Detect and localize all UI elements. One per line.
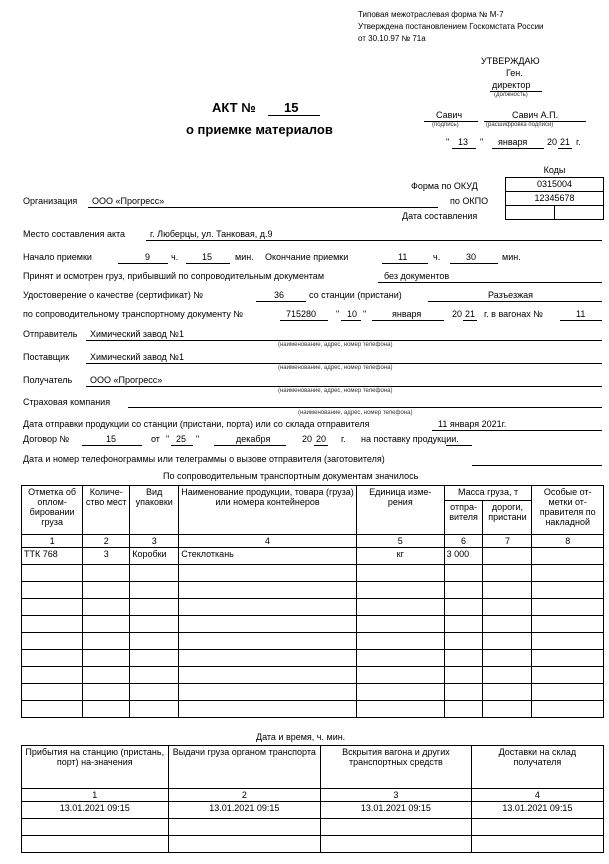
- transport-year-prefix: 20: [452, 309, 463, 319]
- wagons-label: г. в вагонах №: [484, 309, 543, 319]
- cell-unit: кг: [356, 548, 444, 565]
- col-num: 8: [532, 535, 604, 548]
- approval-month: января: [498, 137, 528, 147]
- act-subtitle: о приемке материалов: [186, 122, 333, 137]
- th-product: Наименование продукции, товара (груза) или номера контейнеров: [179, 486, 357, 535]
- date-cell-2: [555, 206, 604, 220]
- cell-product: Стеклоткань: [179, 548, 357, 565]
- table-row: [22, 819, 604, 836]
- hours-unit-2: ч.: [433, 252, 441, 262]
- cert-value: 36: [274, 290, 285, 300]
- sender-label: Отправитель: [23, 329, 78, 339]
- col-num: 3: [321, 789, 472, 802]
- okpo-value: 12345678: [506, 192, 604, 206]
- th-package: Вид упаковки: [130, 486, 179, 535]
- cargo-label: Принят и осмотрен груз, прибывший по сопроводительным документам: [23, 271, 325, 281]
- approval-year: 21: [560, 137, 571, 147]
- col-num: 2: [168, 789, 321, 802]
- th-mass-sender: отпра-вителя: [444, 501, 483, 535]
- cell-issue: 13.01.2021 09:15: [168, 802, 321, 819]
- form-type-line2: Утверждена постановлением Госкомстата России: [358, 22, 544, 31]
- cargo-table: [21, 485, 604, 718]
- transport-number: 715280: [286, 309, 317, 319]
- insurance-caption: (наименование, адрес, номер телефона): [298, 410, 413, 416]
- table1-num-row: [22, 535, 604, 548]
- telegram-label: Дата и номер телефонограммы или телеграммы о вызове отправителя (заготовителя): [23, 454, 385, 464]
- table-row: [22, 802, 604, 819]
- start-minutes: 15: [202, 252, 213, 262]
- transport-day: 10: [347, 309, 358, 319]
- supplier-caption: (наименование, адрес, номер телефона): [278, 365, 393, 371]
- contract-year: 20: [316, 434, 327, 444]
- sender-value: Химический завод №1: [90, 329, 184, 339]
- okud-label: Форма по ОКУД: [411, 181, 478, 191]
- min-unit-2: мин.: [502, 252, 521, 262]
- start-label: Начало приемки: [23, 252, 92, 262]
- table-row: [22, 599, 604, 616]
- table-row: [22, 565, 604, 582]
- cell-mass-sender: 3 000: [444, 548, 483, 565]
- transport-year: 21: [465, 309, 476, 319]
- th-opening: Вскрытия вагона и других транспортных средств: [321, 746, 472, 789]
- sender-caption: (наименование, адрес, номер телефона): [278, 342, 393, 348]
- contract-month: декабря: [236, 434, 271, 444]
- table-row: [22, 582, 604, 599]
- cell-delivery: 13.01.2021 09:15: [471, 802, 603, 819]
- cell-notes: [532, 548, 604, 565]
- contract-day: 25: [176, 434, 187, 444]
- th-delivery: Доставки на склад получателя: [471, 746, 603, 789]
- cert-label: Удостоверение о качестве (сертификат) №: [23, 290, 204, 300]
- transport-month: января: [392, 309, 422, 319]
- form-type-line1: Типовая межотраслевая форма № М-7: [358, 10, 504, 19]
- signature-caption: (подпись): [432, 122, 459, 128]
- date-cell-1: [506, 206, 555, 220]
- contract-tail: на поставку продукции.: [361, 434, 459, 444]
- cell-count: 3: [83, 548, 130, 565]
- approval-year-prefix: 20: [547, 137, 558, 147]
- table-row: [22, 616, 604, 633]
- th-seal: Отметка об оплом-бировании груза: [22, 486, 83, 535]
- org-value: ООО «Прогресс»: [92, 196, 165, 206]
- form-type-line3: от 30.10.97 № 71а: [358, 34, 426, 43]
- table-row: [22, 633, 604, 650]
- end-minutes: 30: [466, 252, 477, 262]
- transport-label: по сопроводительному транспортному документу №: [23, 309, 243, 319]
- cell-opening: 13.01.2021 09:15: [321, 802, 472, 819]
- hours-unit-1: ч.: [171, 252, 179, 262]
- col-num: 1: [22, 789, 169, 802]
- col-num: 2: [83, 535, 130, 548]
- year-unit: г.: [576, 137, 581, 147]
- col-num: 7: [483, 535, 532, 548]
- place-label: Место составления акта: [23, 229, 126, 239]
- contract-number: 15: [106, 434, 117, 444]
- station-value: Разъезжая: [488, 290, 533, 300]
- receiver-caption: (наименование, адрес, номер телефона): [278, 388, 393, 394]
- table-row: [22, 650, 604, 667]
- codes-header: Коды: [506, 164, 604, 178]
- org-label: Организация: [23, 196, 78, 206]
- table-row: [22, 836, 604, 853]
- th-unit: Единица изме-рения: [356, 486, 444, 535]
- name-caption: (расшифровка подписи): [486, 122, 554, 128]
- insurance-label: Страховая компания: [23, 397, 111, 407]
- end-hours: 11: [398, 252, 408, 262]
- th-mass-road: дороги, пристани: [483, 501, 532, 535]
- cell-package: Коробки: [130, 548, 179, 565]
- approval-name: Савич А.П.: [512, 110, 559, 120]
- col-num: 3: [130, 535, 179, 548]
- supplier-value: Химический завод №1: [90, 352, 184, 362]
- position-caption: (должность): [494, 92, 528, 98]
- wagons-value: 11: [576, 309, 586, 319]
- contract-year-unit: г.: [341, 434, 346, 444]
- okpo-label: по ОКПО: [450, 196, 489, 206]
- cargo-value: без документов: [384, 271, 450, 281]
- th-mass: Масса груза, т: [444, 486, 532, 501]
- supplier-label: Поставщик: [23, 352, 70, 362]
- cell-seal: ТТК 768: [22, 548, 83, 565]
- end-label: Окончание приемки: [265, 252, 349, 262]
- th-issue: Выдачи груза органом транспорта: [168, 746, 321, 789]
- receiver-value: ООО «Прогресс»: [90, 375, 163, 385]
- col-num: 4: [471, 789, 603, 802]
- th-count: Количе-ство мест: [83, 486, 130, 535]
- act-title-prefix: АКТ №: [212, 100, 256, 115]
- docs-title: По сопроводительным транспортным документам значилось: [163, 471, 419, 481]
- date-label: Дата составления: [402, 211, 478, 221]
- table2-num-row: [22, 789, 604, 802]
- table-row: [22, 701, 604, 718]
- start-hours: 9: [145, 252, 151, 262]
- ship-label: Дата отправки продукции со станции (пристани, порта) или со склада отправителя: [23, 419, 370, 429]
- approval-signature: Савич: [436, 110, 463, 120]
- approval-day: 13: [458, 137, 469, 147]
- from-label: от: [151, 434, 160, 444]
- table-row: [22, 684, 604, 701]
- min-unit-1: мин.: [235, 252, 254, 262]
- contract-year-prefix: 20: [302, 434, 313, 444]
- approval-title: УТВЕРЖДАЮ: [481, 56, 540, 66]
- cell-arrival: 13.01.2021 09:15: [22, 802, 169, 819]
- col-num: 6: [444, 535, 483, 548]
- act-number: 15: [284, 100, 299, 115]
- okud-value: 0315004: [506, 178, 604, 192]
- codes-table: [505, 164, 604, 220]
- ship-value: 11 января 2021г.: [438, 419, 507, 429]
- col-num: 1: [22, 535, 83, 548]
- contract-label: Договор №: [23, 434, 70, 444]
- cell-mass-road: [483, 548, 532, 565]
- table-row: [22, 667, 604, 684]
- receiver-label: Получатель: [23, 375, 73, 385]
- approval-position2: директор: [492, 80, 531, 90]
- datetime-title: Дата и время, ч. мин.: [256, 732, 346, 742]
- col-num: 4: [179, 535, 357, 548]
- place-value: г. Люберцы, ул. Танковая, д.9: [150, 229, 273, 239]
- datetime-table: [21, 745, 604, 853]
- th-arrival: Прибытия на станцию (пристань, порт) на-значения: [22, 746, 169, 789]
- col-num: 5: [356, 535, 444, 548]
- table-row: [22, 548, 604, 565]
- approval-position1: Ген.: [506, 68, 523, 78]
- th-notes: Особые от-метки от-правителя по накладной: [532, 486, 604, 535]
- station-label: со станции (пристани): [309, 290, 402, 300]
